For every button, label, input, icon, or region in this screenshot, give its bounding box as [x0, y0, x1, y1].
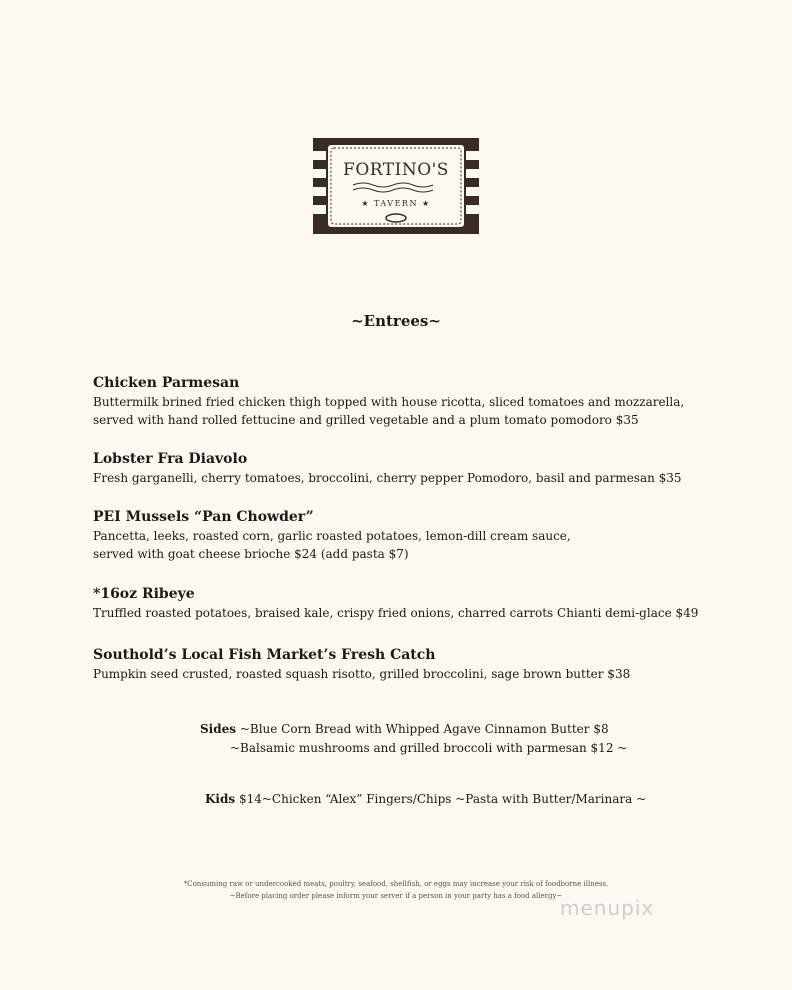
- menu-item-description: Pumpkin seed crusted, roasted squash risotto, grilled broccolini, sage brown butter $38: [93, 667, 631, 681]
- menu-item: [93, 645, 733, 683]
- menu-item: [93, 584, 733, 622]
- menu-item-description: Truffled roasted potatoes, braised kale, crispy fried onions, charred carrots Chianti demi-glace $49: [93, 606, 699, 620]
- menu-item: [93, 507, 733, 563]
- sides-line-1: ~Blue Corn Bread with Whipped Agave Cinnamon Butter $8: [236, 722, 609, 736]
- menu-item-name: Chicken Parmesan: [93, 375, 240, 391]
- section-title: ~Entrees~: [351, 312, 441, 330]
- disclaimer-line-1: *Consuming raw or undercooked meats, poultry, seafood, shellfish, or eggs may increase your risk of foodborne illness.: [183, 880, 609, 888]
- logo-emblem-graphic: [313, 138, 479, 234]
- fortinos-tavern-logo: [313, 138, 479, 234]
- menu-item-name: PEI Mussels “Pan Chowder”: [93, 509, 314, 525]
- menu-item-name: Lobster Fra Diavolo: [93, 451, 248, 467]
- menu-item: [93, 449, 733, 487]
- menu-item-name: Southold’s Local Fish Market’s Fresh Catch: [93, 647, 436, 663]
- menu-item-description: Buttermilk brined fried chicken thigh topped with house ricotta, sliced tomatoes and mozzarella, served with hand rolled fettucine and grilled vegetable and a plum tomato pomodoro $35: [93, 395, 685, 427]
- menu-item-description: Pancetta, leeks, roasted corn, garlic roasted potatoes, lemon-dill cream sauce, served with goat cheese brioche $24 (add pasta $7): [93, 529, 571, 561]
- sides-label: Sides: [200, 722, 237, 736]
- sides-line-2: ~Balsamic mushrooms and grilled broccoli with parmesan $12 ~: [230, 741, 628, 755]
- sides-section: [200, 720, 627, 758]
- kids-section: [205, 790, 646, 809]
- menu-item-name: *16oz Ribeye: [93, 586, 195, 602]
- logo-name: FORTINO'S: [343, 160, 449, 180]
- disclaimer-line-2: ~Before placing order please inform your server if a person in your party has a food allergy~: [229, 892, 563, 900]
- menupix-watermark: menupix: [560, 896, 655, 920]
- kids-label: Kids: [205, 792, 236, 806]
- kids-text: $14~Chicken “Alex” Fingers/Chips ~Pasta with Butter/Marinara ~: [235, 792, 647, 806]
- allergy-disclaimer: [0, 878, 792, 902]
- logo-subtitle: ★ TAVERN ★: [361, 199, 431, 208]
- menu-item-description: Fresh garganelli, cherry tomatoes, broccolini, cherry pepper Pomodoro, basil and parmesan $35: [93, 471, 682, 485]
- menu-item: [93, 373, 733, 429]
